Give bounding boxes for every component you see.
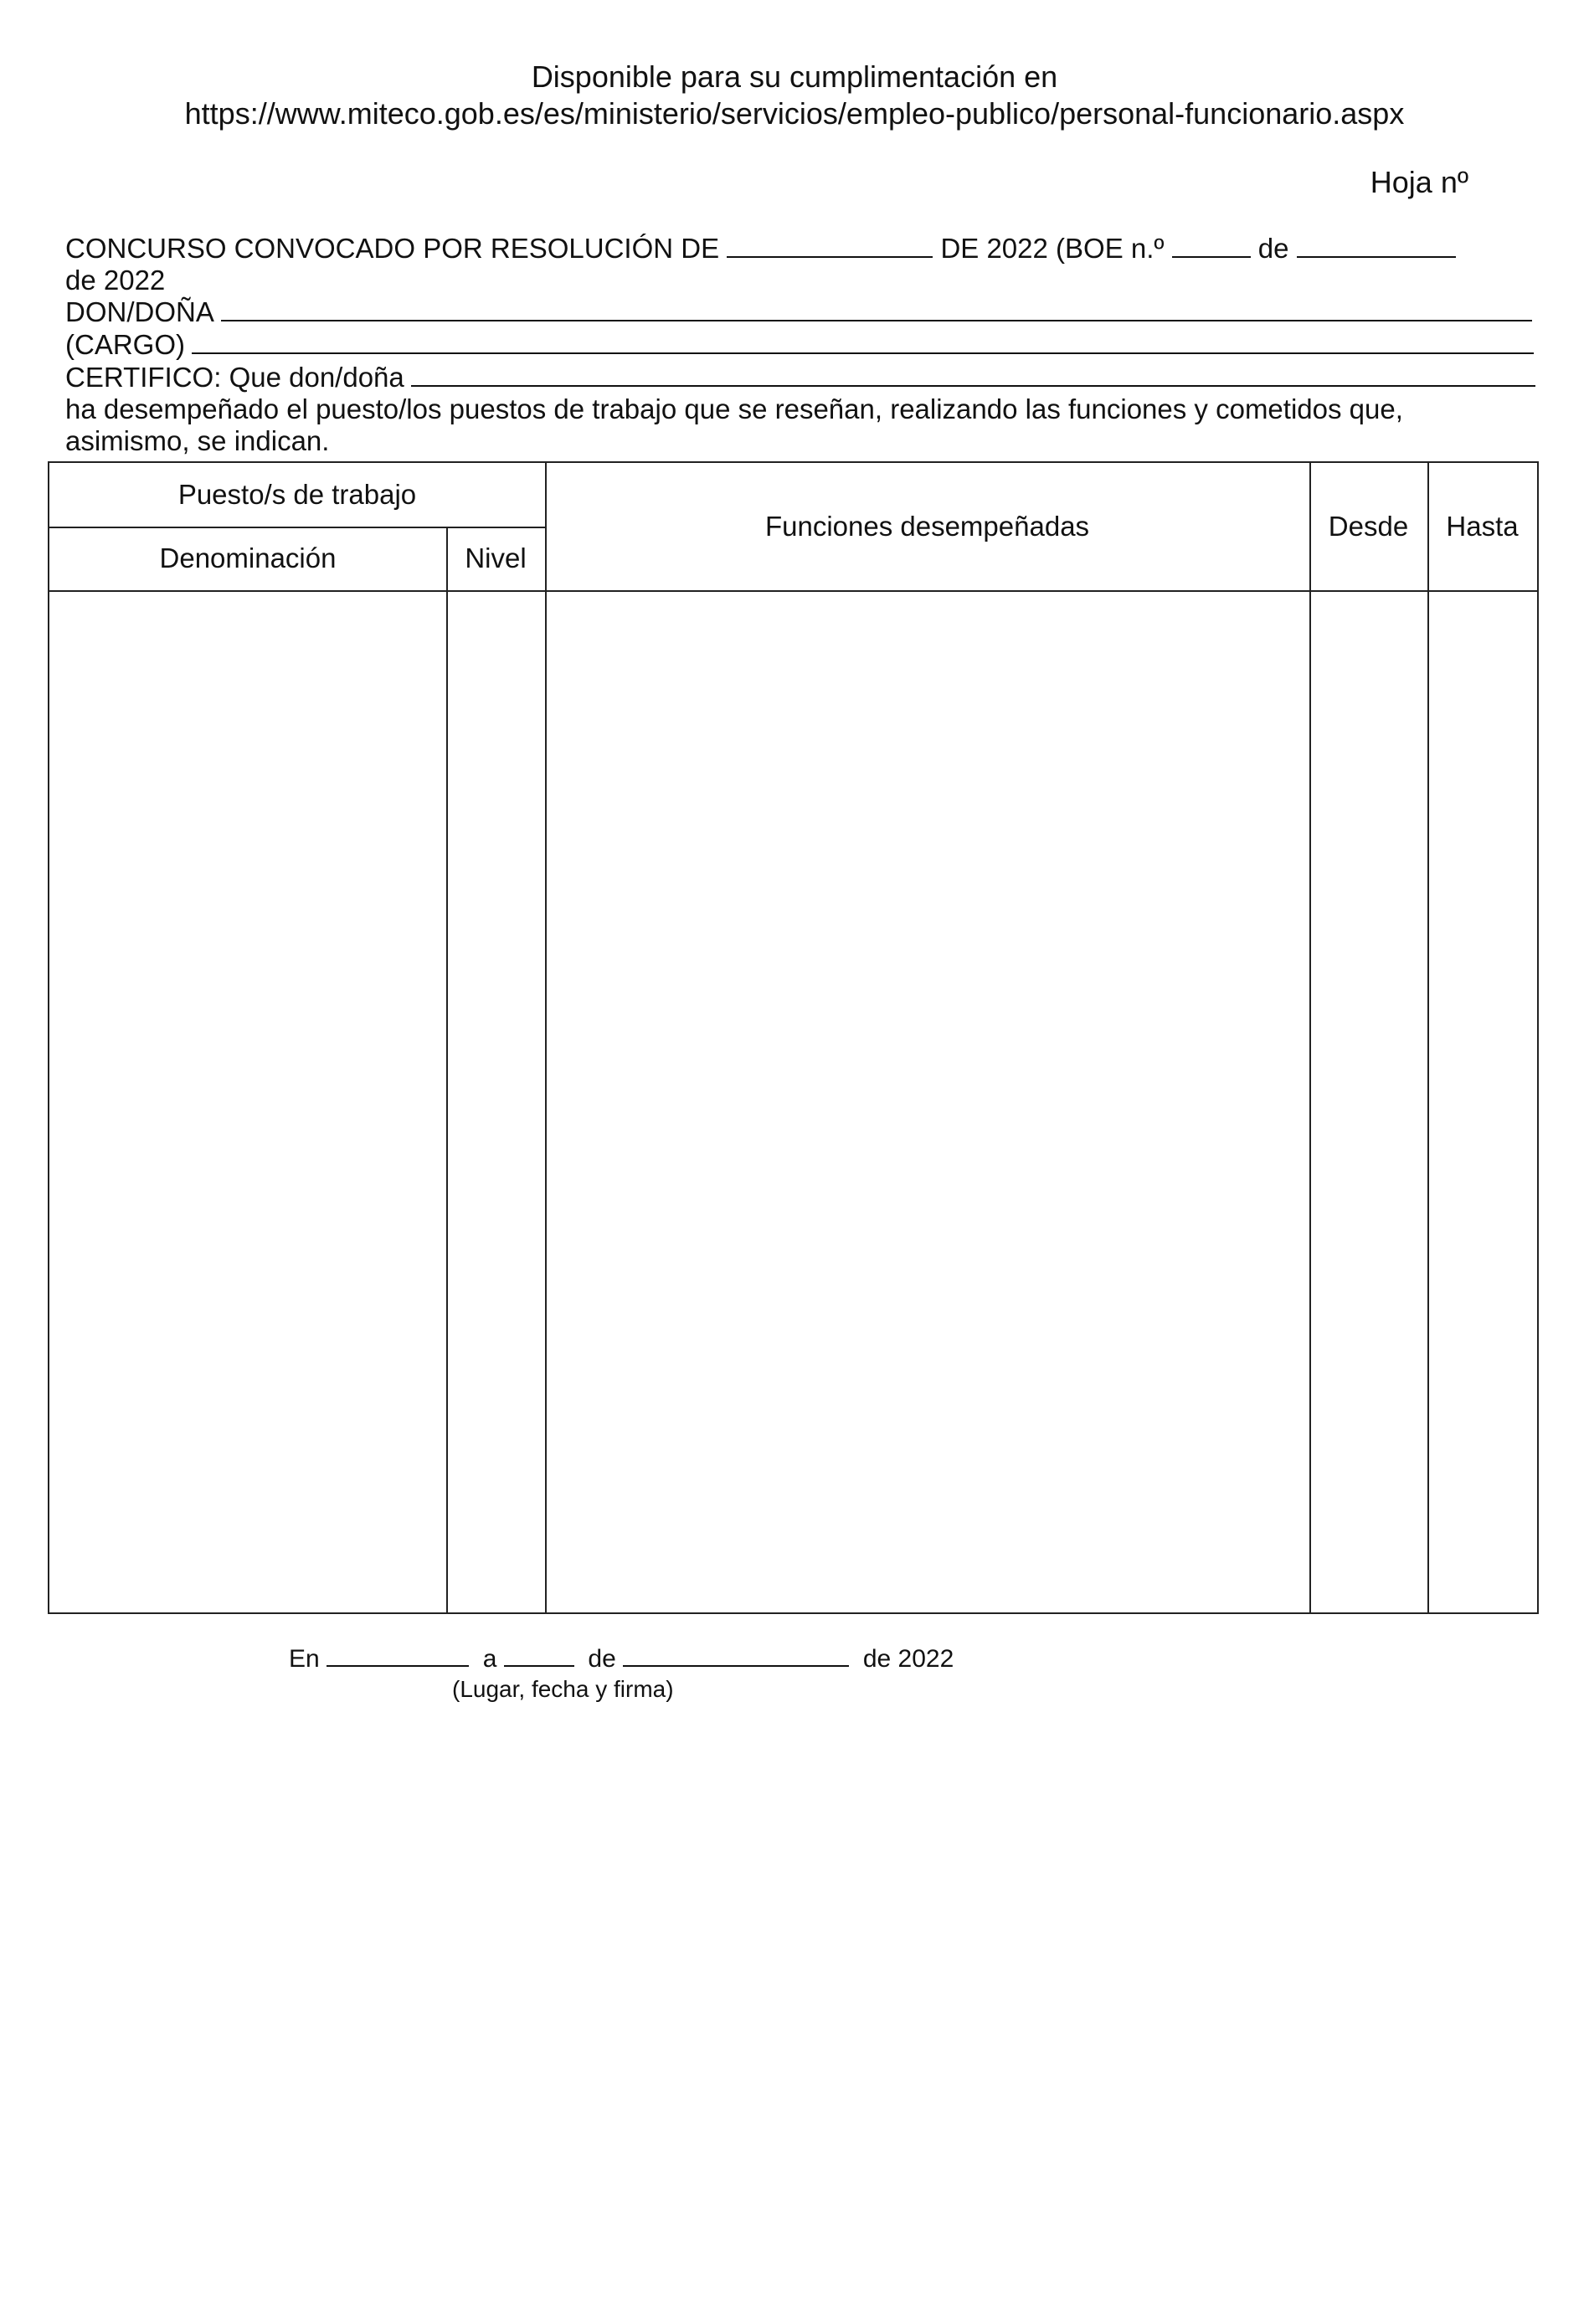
nivel-cell[interactable]	[448, 592, 545, 1612]
asimismo-text: asimismo, se indican.	[65, 425, 330, 456]
column-header-denominacion: Denominación	[159, 542, 337, 573]
sheet-number-label: Hoja nº	[1370, 165, 1468, 199]
concurso-de2-text: de	[1257, 233, 1289, 264]
boe-date-blank[interactable]	[1297, 233, 1456, 258]
hasta-cell[interactable]	[1429, 592, 1537, 1612]
month-blank[interactable]	[623, 1645, 849, 1667]
footer-de2: de 2022	[862, 1645, 954, 1673]
funciones-cell[interactable]	[547, 592, 1309, 1612]
cargo-line	[65, 329, 1534, 361]
concurso-prefix: CONCURSO CONVOCADO POR RESOLUCIÓN DE	[65, 233, 720, 264]
column-header-hasta: Hasta	[1446, 511, 1519, 542]
certifico-name-blank[interactable]	[411, 362, 1535, 387]
header-url-text: https://www.miteco.gob.es/es/ministerio/servicios/empleo-publico/personal-funcionario.aspx	[184, 96, 1405, 131]
column-header-desde: Desde	[1328, 511, 1409, 542]
footer-de1: de	[588, 1645, 616, 1673]
column-header-nivel: Nivel	[465, 542, 527, 573]
place-date-line	[289, 1645, 954, 1674]
year-line: de 2022	[65, 265, 166, 296]
resolution-date-blank[interactable]	[727, 233, 933, 258]
certifico-line	[65, 362, 1535, 393]
concurso-de-text: DE 2022 (BOE n.º	[940, 233, 1165, 264]
cargo-blank[interactable]	[192, 329, 1534, 354]
cargo-label: (CARGO)	[65, 329, 185, 360]
place-blank[interactable]	[327, 1645, 469, 1667]
positions-table	[48, 461, 1539, 1614]
desempeno-text: ha desempeñado el puesto/los puestos de trabajo que se reseñan, realizando las funciones y cometidos que,	[65, 393, 1403, 424]
footer-a: a	[482, 1645, 497, 1673]
footer-en: En	[289, 1645, 320, 1673]
don-line	[65, 296, 1532, 328]
certifico-label: CERTIFICO: Que don/doña	[65, 362, 404, 393]
don-name-blank[interactable]	[221, 296, 1532, 321]
desde-cell[interactable]	[1311, 592, 1427, 1612]
group-header-puestos: Puesto/s de trabajo	[177, 479, 417, 510]
don-label: DON/DOÑA	[65, 296, 214, 327]
column-header-funciones: Funciones desempeñadas	[764, 511, 1090, 542]
boe-number-blank[interactable]	[1172, 233, 1251, 258]
header-availability-text: Disponible para su cumplimentación en	[531, 59, 1058, 94]
signature-caption: (Lugar, fecha y firma)	[452, 1676, 674, 1702]
day-blank[interactable]	[504, 1645, 574, 1667]
concurso-line	[65, 233, 1456, 265]
denominacion-cell[interactable]	[49, 592, 446, 1612]
